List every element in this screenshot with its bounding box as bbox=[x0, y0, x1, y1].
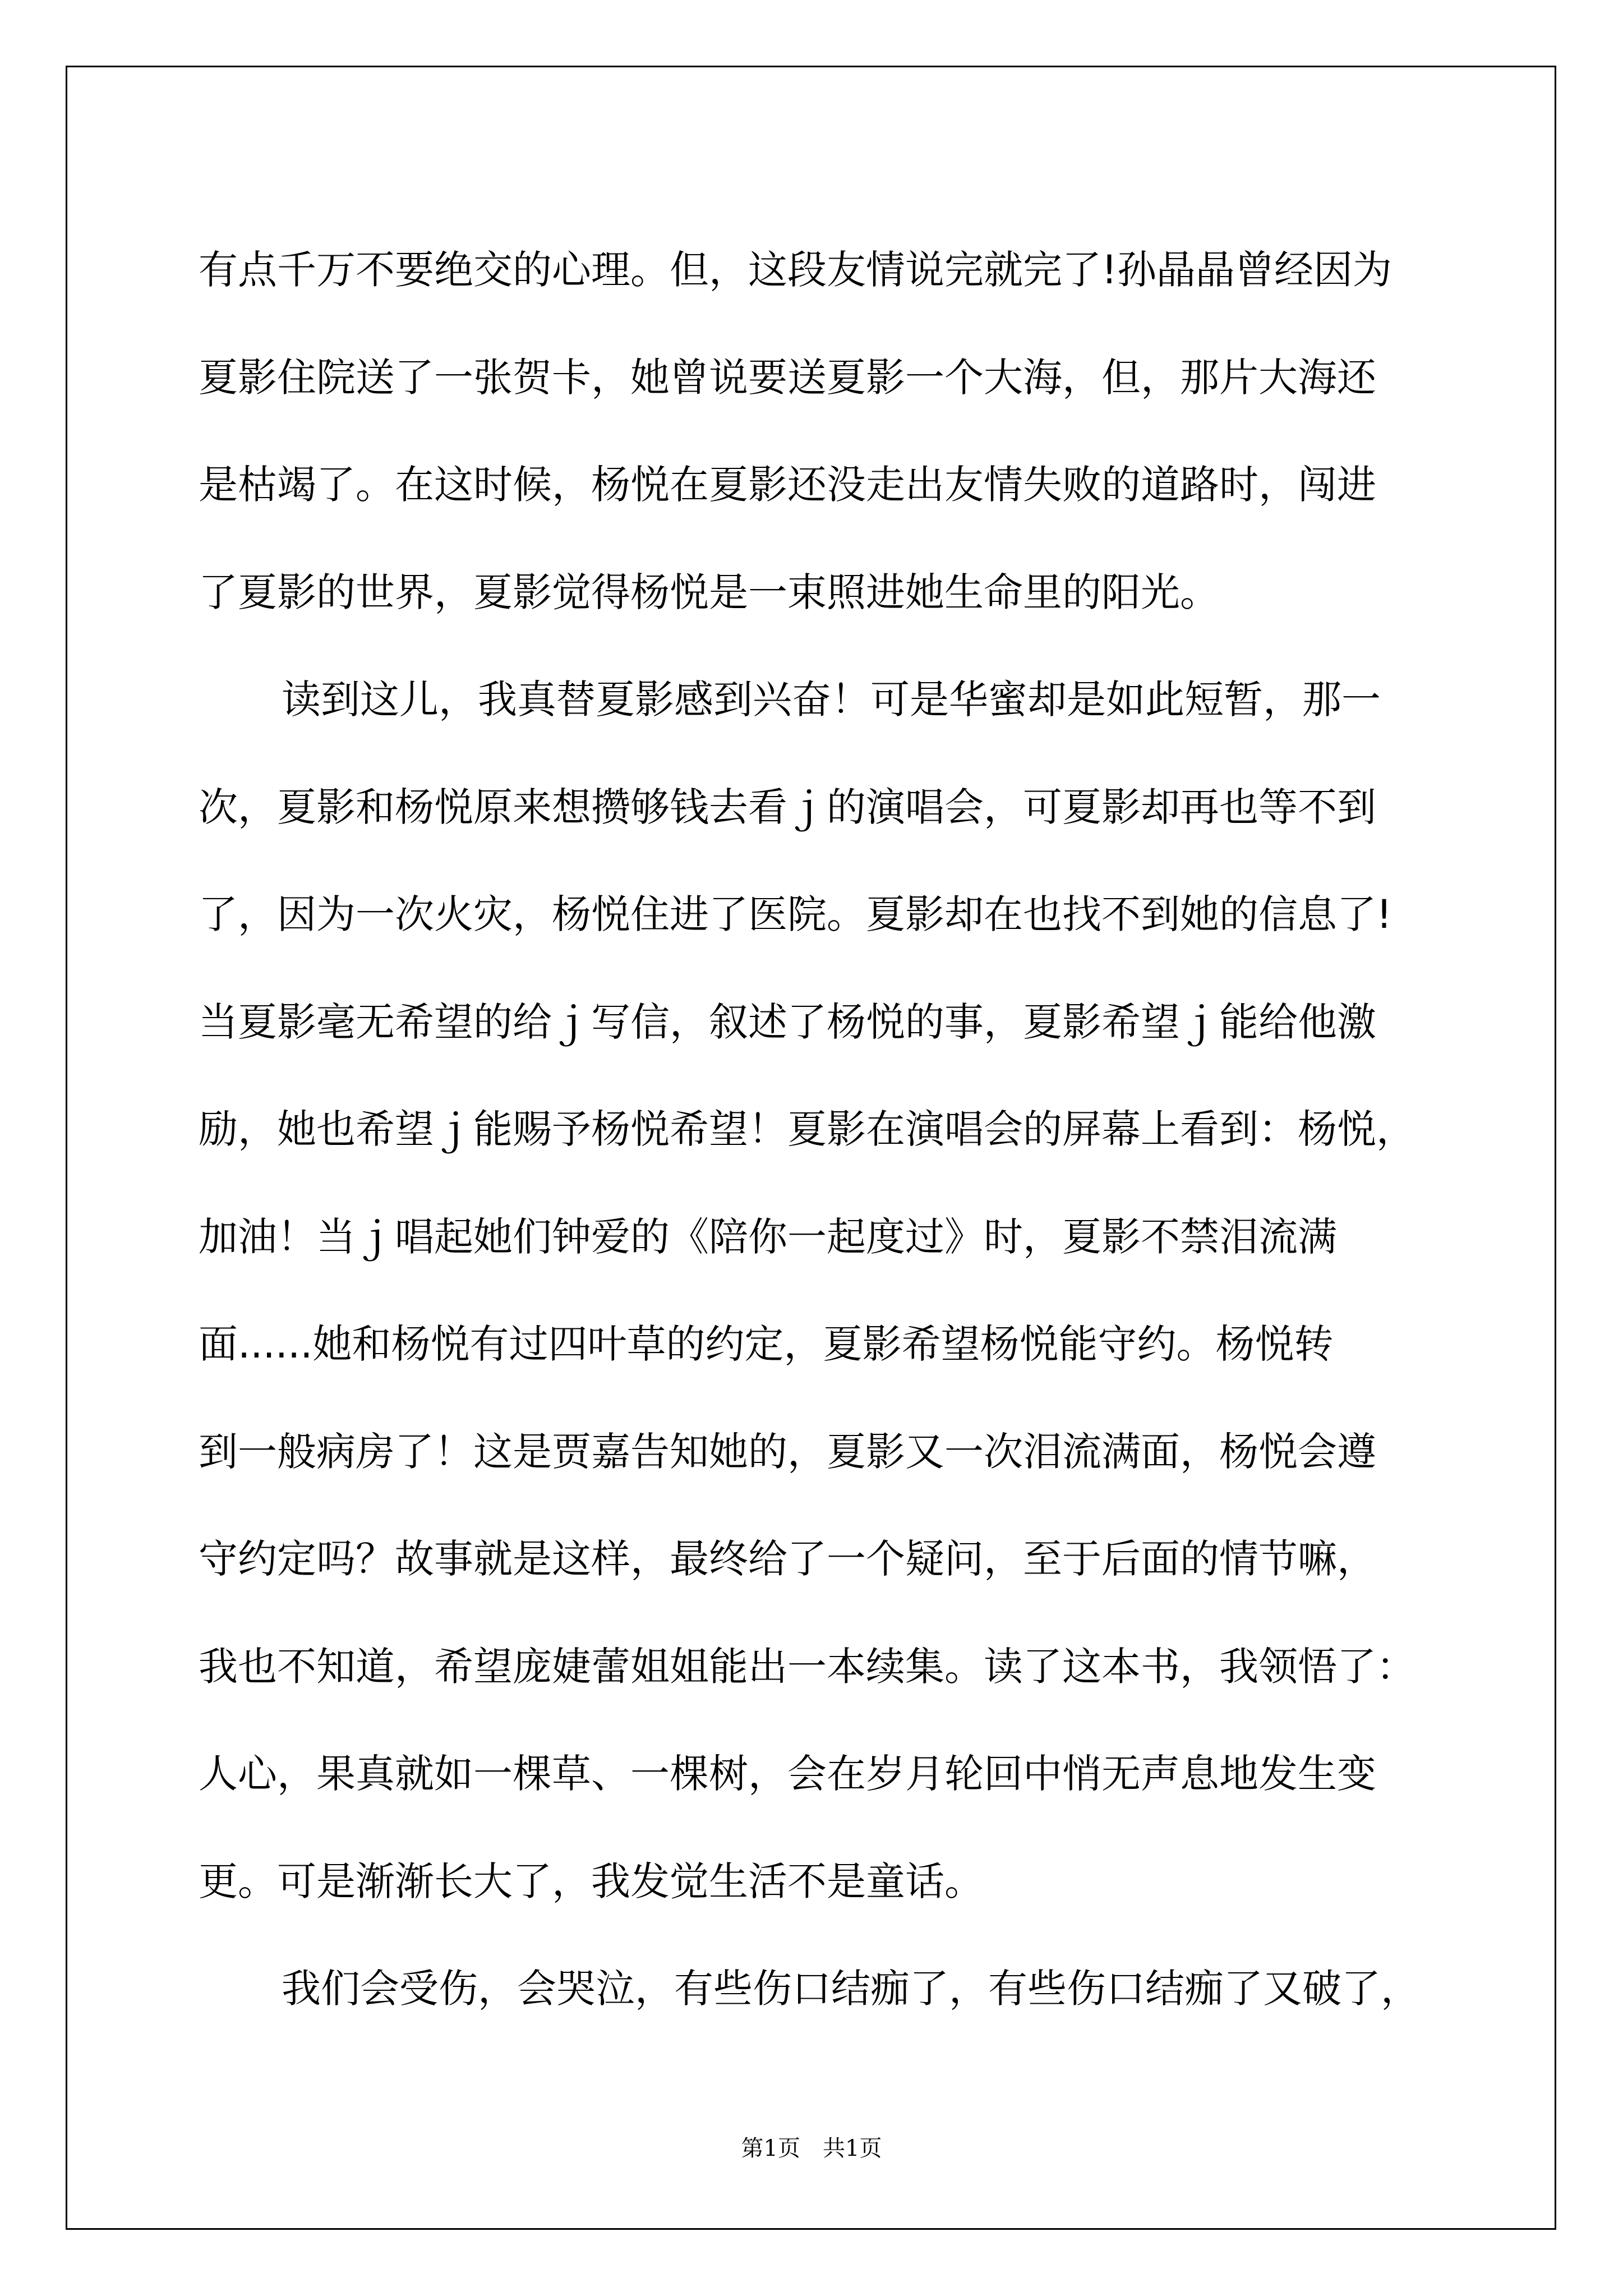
paragraph-start-line: 读到这儿，我真替夏影感到兴奋！可是华蜜却是如此短暂，那一 bbox=[282, 677, 1381, 723]
text-line: 面......她和杨悦有过四叶草的约定，夏影希望杨悦能守约。杨悦转 bbox=[199, 1321, 1334, 1367]
text-line: 励，她也希望ｊ能赐予杨悦希望！夏影在演唱会的屏幕上看到：杨悦， bbox=[199, 1106, 1415, 1152]
text-line: 了夏影的世界，夏影觉得杨悦是一束照进她生命里的阳光。 bbox=[199, 569, 1219, 615]
text-line: 当夏影毫无希望的给ｊ写信，叙述了杨悦的事，夏影希望ｊ能给他激 bbox=[199, 999, 1376, 1045]
text-line: 了，因为一次火灾，杨悦住进了医院。夏影却在也找不到她的信息了! bbox=[199, 891, 1393, 937]
text-line: 有点千万不要绝交的心理。但，这段友情说完就完了!孙晶晶曾经因为 bbox=[199, 247, 1393, 293]
text-line: 夏影住院送了一张贺卡，她曾说要送夏影一个大海，但，那片大海还 bbox=[199, 354, 1376, 401]
text-line: 我也不知道，希望庞婕蕾姐姐能出一本续集。读了这本书，我领悟了： bbox=[199, 1643, 1415, 1690]
text-line: 到一般病房了！这是贾嘉告知她的，夏影又一次泪流满面，杨悦会遵 bbox=[199, 1428, 1376, 1475]
text-line: 更。可是渐渐长大了，我发觉生活不是童话。 bbox=[199, 1858, 984, 1904]
paragraph-start-line: 我们会受伤，会哭泣，有些伤口结痂了，有些伤口结痂了又破了， bbox=[282, 1966, 1420, 2012]
text-line: 次，夏影和杨悦原来想攒够钱去看ｊ的演唱会，可夏影却再也等不到 bbox=[199, 784, 1376, 830]
text-line: 是枯竭了。在这时候，杨悦在夏影还没走出友情失败的道路时，闯进 bbox=[199, 462, 1376, 508]
page-number-footer: 第1页 共1页 bbox=[741, 2136, 882, 2161]
text-line: 加油！当ｊ唱起她们钟爱的《陪你一起度过》时，夏影不禁泪流满 bbox=[199, 1213, 1337, 1260]
text-line: 人心，果真就如一棵草、一棵树，会在岁月轮回中悄无声息地发生变 bbox=[199, 1751, 1376, 1797]
text-line: 守约定吗？故事就是这样，最终给了一个疑问，至于后面的情节嘛， bbox=[199, 1536, 1376, 1582]
document-body bbox=[199, 217, 1460, 2043]
